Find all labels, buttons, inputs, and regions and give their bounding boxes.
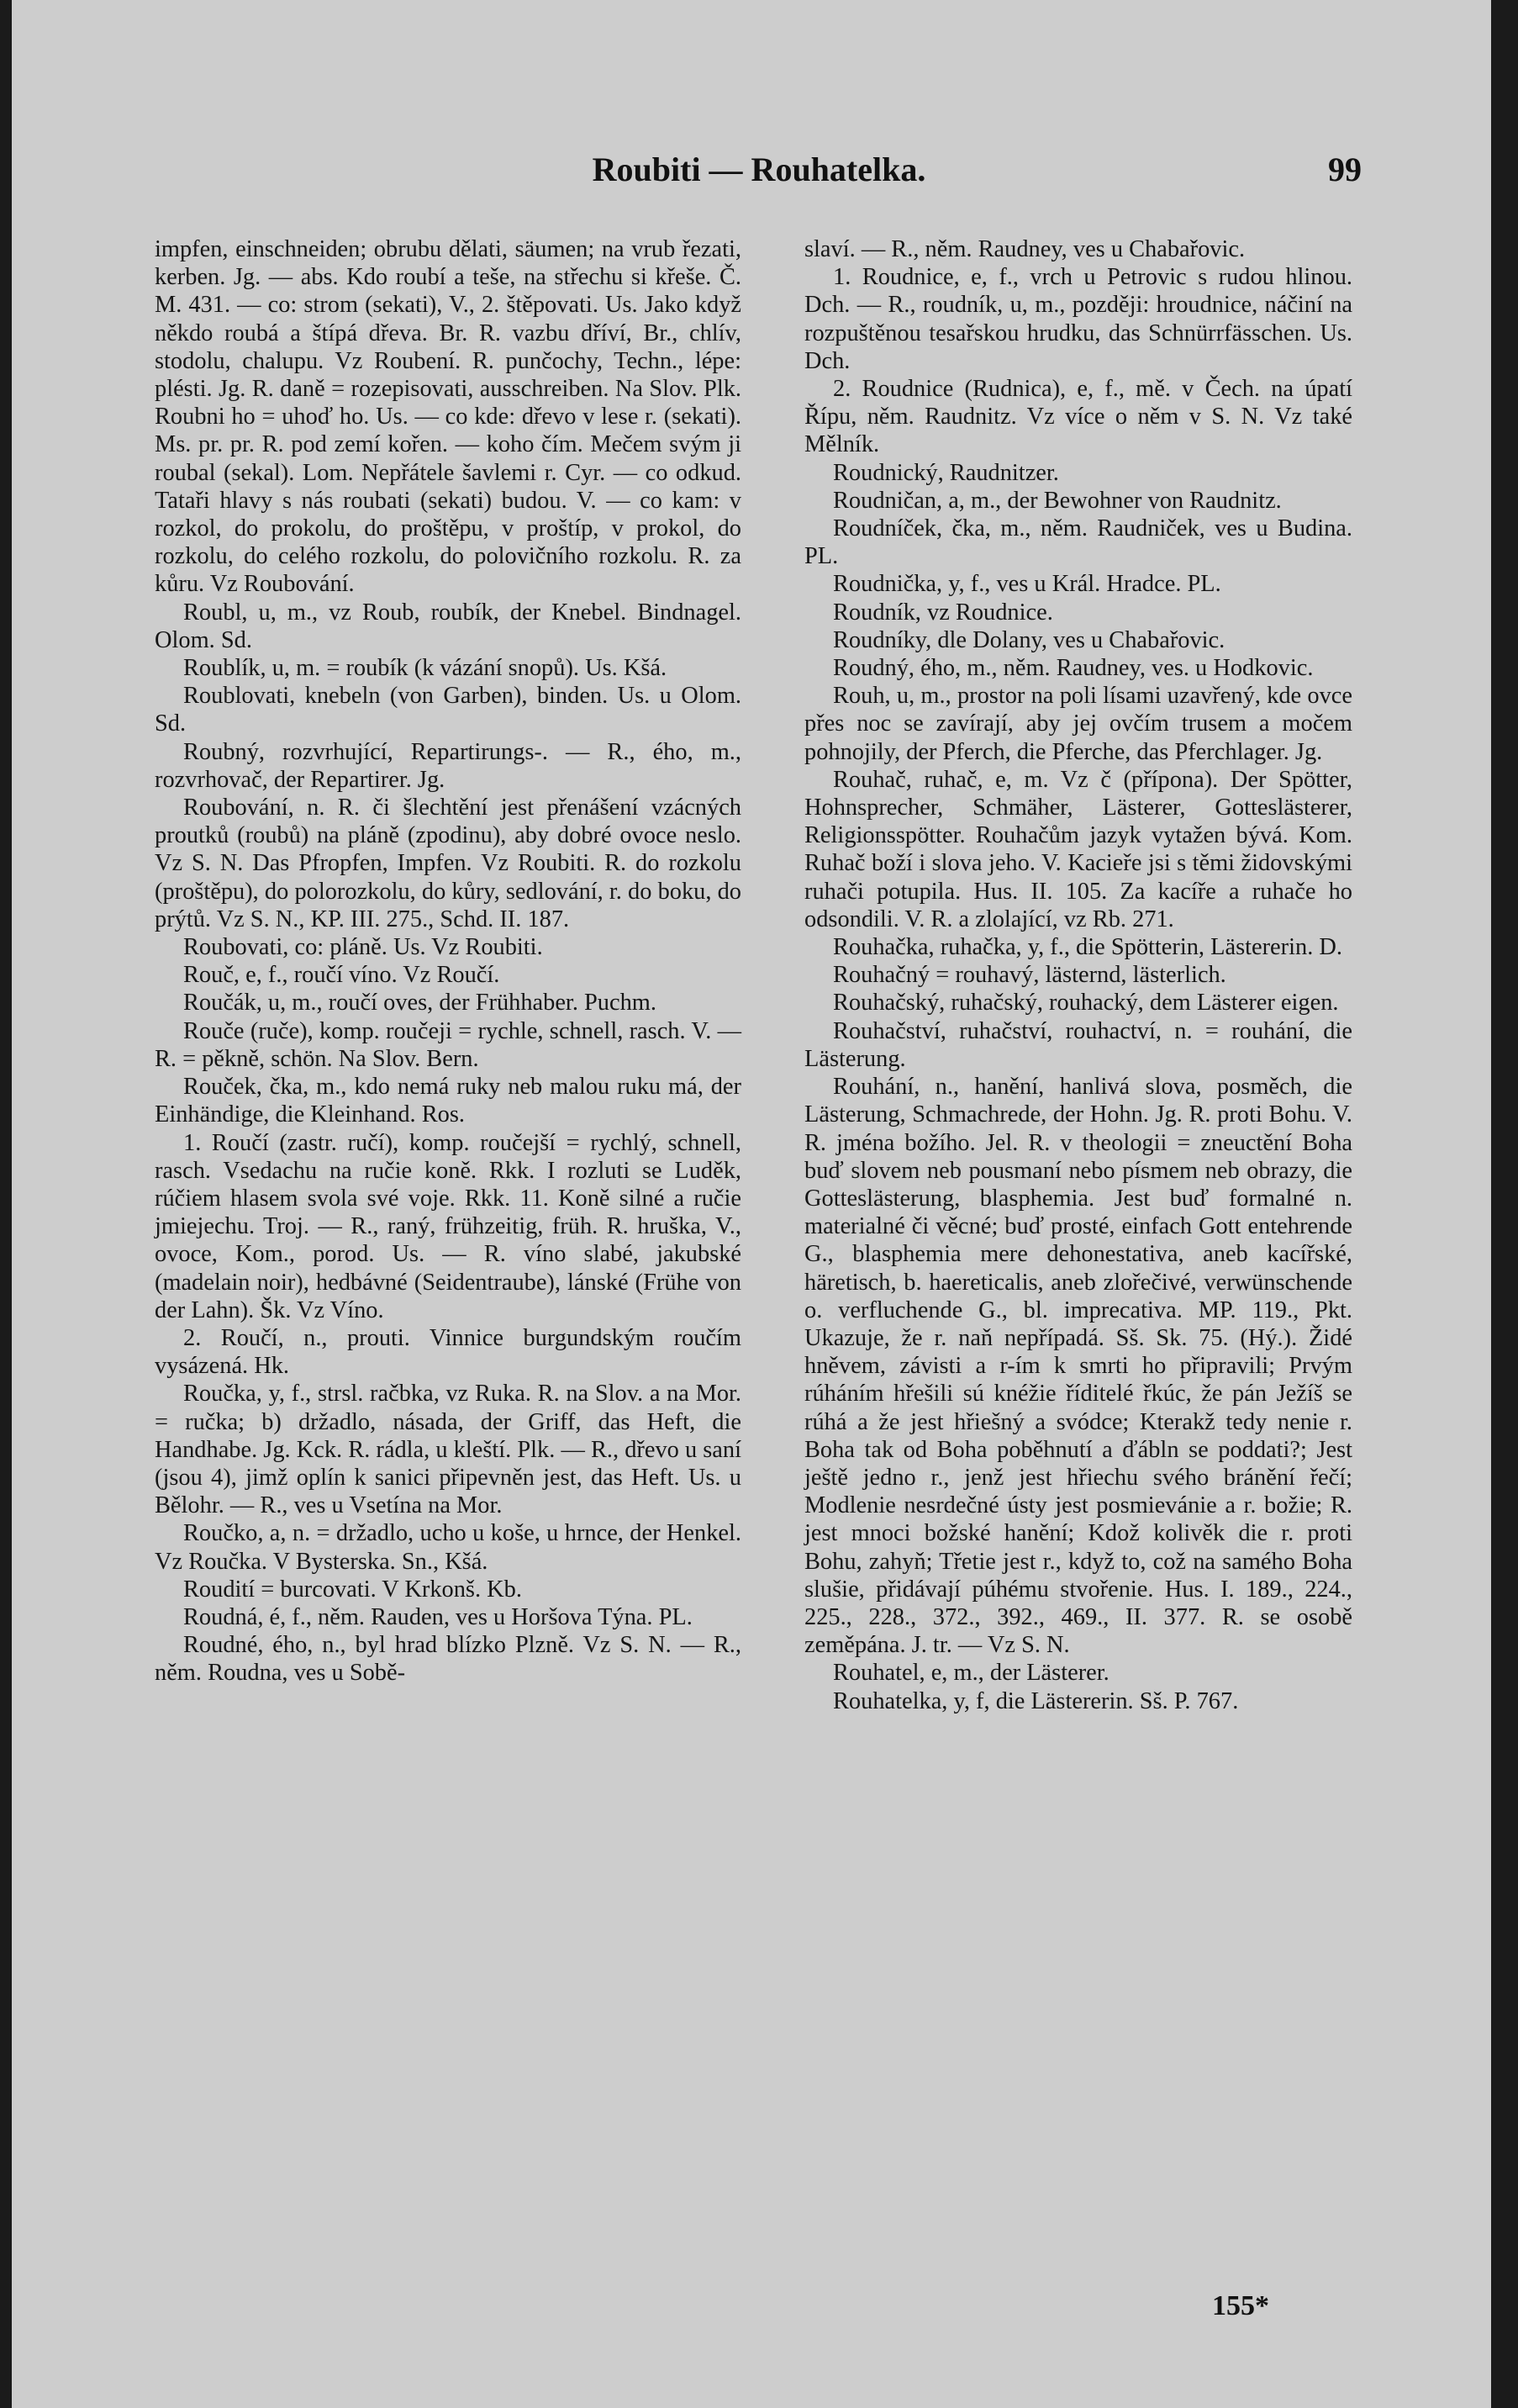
dictionary-entry: Roublovati, knebeln (von Garben), binden. Us. u Olom. Sd. (155, 683, 741, 737)
dictionary-entry: Rouhač, ruhač, e, m. Vz č (přípona). Der Spötter, Hohnsprecher, Schmäher, Lästerer, Gotteslästerer, Religionsspötter. Rouhačům jazyk vytažen bývá. Kom. Ruhač boží i slova jeho. V. Kacieře jsi s těmi židovskými ruhači potupila. Hus. II. 105. Za kacíře a ruhače ho odsondili. V. R. a zlolající, vz Rb. 271. (804, 766, 1352, 932)
dictionary-entry: Roubný, rozvrhující, Repartirungs-. — R., ého, m., rozvrhovač, der Repartirer. Jg. (155, 738, 741, 793)
dictionary-entry: 1. Roudnice, e, f., vrch u Petrovic s rudou hlinou. Dch. — R., roudník, u, m., později: hroudnice, náčiní na rozpuštěnou tesařskou hrudku, das Schnürrfässchen. Us. Dch. (804, 264, 1352, 374)
page-header (0, 150, 1518, 200)
page-number: 99 (1328, 150, 1362, 188)
dictionary-entry: Rouhačský, ruhačský, rouhacký, dem Lästerer eigen. (833, 990, 1339, 1017)
dictionary-entry: Roubovati, co: pláně. Us. Vz Roubiti. (183, 934, 543, 961)
dictionary-entry: impfen, einschneiden; obrubu dělati, säumen; na vrub řezati, kerben. Jg. — abs. Kdo roubí a teše, na střechu si křeše. Č. M. 431. — co: strom (sekati), V., 2. štěpovati. Us. Jako když někdo roubá a štípá dřeva. Br. R. vazbu dříví, Br., chlív, stodolu, chalupu. Vz Roubení. R. punčochy, Techn., lépe: plésti. Jg. R. daně = rozepisovati, ausschreiben. Na Slov. Plk. Roubni ho = uhoď ho. Us. — co kde: dřevo v lese r. (sekati). Ms. pr. pr. R. pod zemí kořen. — koho čím. Mečem svým ji roubal (sekal). Lom. Nepřátele šavlemi r. Cyr. — co odkud. Tataři hlavy s nás roubati (sekati) budou. V. — co kam: v rozkol, do prokolu, do proštěpu, v proštíp, v prokol, do rozkolu, do celého rozkolu, do polovičního rozkolu. R. za kůru. Vz Roubování. (155, 236, 741, 598)
dictionary-entry: 1. Roučí (zastr. ručí), komp. roučejší = rychlý, schnell, rasch. Vsedachu na ručie koně. Rkk. I rozluti se Luděk, rúčiem hlasem svola své voje. Rkk. 11. Koně silné a ručie jmiejechu. Troj. — R., raný, frühzeitig, früh. R. hruška, V., ovoce, Kom., porod. Us. — R. víno slabé, jakubské (madelain noir), hedbávné (Seidentraube), lánské (Frühe von der Lahn). Šk. Vz Víno. (155, 1129, 741, 1323)
dictionary-entry: Roubování, n. R. či šlechtění jest přenášení vzácných proutků (roubů) na pláně (zpodinu), aby dobré ovoce neslo. Vz S. N. Das Pfropfen, Impfen. Vz Roubiti. R. do rozkolu (proštěpu), do polorozkolu, do kůry, sedlování, r. do boku, do prýtů. Vz S. N., KP. III. 275., Schd. II. 187. (155, 795, 741, 932)
dictionary-entry: slaví. — R., něm. Raudney, ves u Chabařovic. (804, 236, 1246, 262)
right-column (804, 235, 1352, 1715)
dictionary-entry: Roudná, é, f., něm. Rauden, ves u Horšova Týna. PL. (183, 1603, 693, 1630)
dictionary-entry: Roudný, ého, m., něm. Raudney, ves. u Hodkovic. (833, 655, 1314, 682)
dictionary-entry: Roudnický, Raudnitzer. (833, 459, 1059, 486)
printer-signature: 155* (1212, 2290, 1269, 2321)
dictionary-entry: Roudnička, y, f., ves u Král. Hradce. PL. (833, 571, 1221, 598)
dictionary-entry: Rouhačství, ruhačství, rouhactví, n. = rouhání, die Lästerung. (804, 1017, 1352, 1072)
dictionary-entry: Rouč, e, f., roučí víno. Vz Roučí. (183, 962, 500, 989)
dictionary-entry: Roučák, u, m., roučí oves, der Frühhaber. Puchm. (183, 990, 656, 1017)
dictionary-entry: 2. Roučí, n., prouti. Vinnice burgundským roučím vysázená. Hk. (155, 1324, 741, 1380)
dictionary-entry: Roudničan, a, m., der Bewohner von Raudnitz. (833, 487, 1282, 514)
left-column (155, 235, 741, 1687)
dictionary-entry: Roučka, y, f., strsl. račbka, vz Ruka. R. na Slov. a na Mor. = ručka; b) držadlo, násada, der Griff, das Heft, die Handhabe. Jg. Kck. R. rádla, u kleští. Plk. — R., dřevo u saní (jsou 4), jimž oplín k sanici připevněn jest, das Heft. Us. u Bělohr. — R., ves u Vsetína na Mor. (155, 1381, 741, 1519)
dictionary-entry: Roučko, a, n. = držadlo, ucho u koše, u hrnce, der Henkel. Vz Roučka. V Bysterska. Sn., Kšá. (155, 1520, 741, 1575)
dictionary-entry: Rouhatelka, y, f, die Lästererin. Sš. P. 767. (833, 1687, 1239, 1714)
dictionary-entry: Roudník, vz Roudnice. (833, 599, 1053, 626)
dictionary-entry: 2. Roudnice (Rudnica), e, f., mě. v Čech. na úpatí Řípu, něm. Raudnitz. Vz více o něm v S. N. Vz také Mělník. (804, 376, 1352, 458)
dictionary-entry: Rouh, u, m., prostor na poli lísami uzavřený, kde ovce přes noc se zavírají, aby jej ovčím trusem a močem pohnojily, der Pferch, die Pferche, das Pferchlager. Jg. (804, 683, 1352, 765)
dictionary-entry: Rouče (ruče), komp. roučeji = rychle, schnell, rasch. V. — R. = pěkně, schön. Na Slov. Bern. (155, 1017, 741, 1072)
dictionary-entry: Roudníky, dle Dolany, ves u Chabařovic. (833, 626, 1225, 653)
dictionary-entry: Roublík, u, m. = roubík (k vázání snopů). Us. Kšá. (183, 655, 667, 682)
dictionary-entry: Roudné, ého, n., byl hrad blízko Plzně. Vz S. N. — R., něm. Roudna, ves u Sobě- (155, 1632, 741, 1687)
dictionary-entry: Rouhačka, ruhačka, y, f., die Spötterin, Lästererin. D. (833, 934, 1342, 961)
dictionary-entry: Roubl, u, m., vz Roub, roubík, der Knebel. Bindnagel. Olom. Sd. (155, 599, 741, 653)
dictionary-entry: Rouhačný = rouhavý, lästernd, lästerlich. (833, 962, 1226, 989)
dictionary-entry: Rouhání, n., hanění, hanlivá slova, posměch, die Lästerung, Schmachrede, der Hohn. Jg. R. proti Bohu. V. R. jména božího. Jel. R. v theologii = zneuctění Boha buď slovem neb pousmaní nebo písmem neb obrazy, die Gotteslästerung, blasphemia. Jest buď formalné n. materialné či věcné; buď prosté, einfach Gott entehrende G., blasphemia mere dehonestativa, aneb kacířské, häretisch, b. haereticalis, aneb zlořečivé, verwünschende o. verfluchende G., bl. imprecativa. MP. 119., Pkt. Ukazuje, že r. naň nepřípadá. Sš. Sk. 75. (Hý.). Židé hněvem, závisti a r-ím k smrti ho připravili; Prvým rúháním hřešili sú knéžie říditelé řkúc, že pán Ježíš se rúhá a že jest hřiešný a svódce; Kterakž tedy nenie r. Boha tak od Boha poběhnutí a ďábln se poddati?; Jest ještě jedno r., jenž jest hřiechu svého bránění řečí; Modlenie nesrdečné ústy jest posmievánie a r. božie; R. jest mnoci božské hanění; Kdož kolivěk die r. proti Bohu, zahyň; Třetie jest r., když to, což na samého Boha slušie, přidávají púhému stvořenie. Hus. I. 189., 224., 225., 228., 372., 392., 469., II. 377. R. se osobě zeměpána. J. tr. — Vz S. N. (804, 1074, 1352, 1659)
dictionary-entry: Rouček, čka, m., kdo nemá ruky neb malou ruku má, der Einhändige, die Kleinhand. Ros. (155, 1074, 741, 1128)
dictionary-entry: Rouhatel, e, m., der Lästerer. (833, 1660, 1110, 1687)
dictionary-entry: Roudití = burcovati. V Krkonš. Kb. (183, 1576, 522, 1603)
dictionary-entry: Roudníček, čka, m., něm. Raudniček, ves u Budina. PL. (804, 515, 1352, 570)
running-head: Roubiti — Rouhatelka. (592, 150, 926, 188)
